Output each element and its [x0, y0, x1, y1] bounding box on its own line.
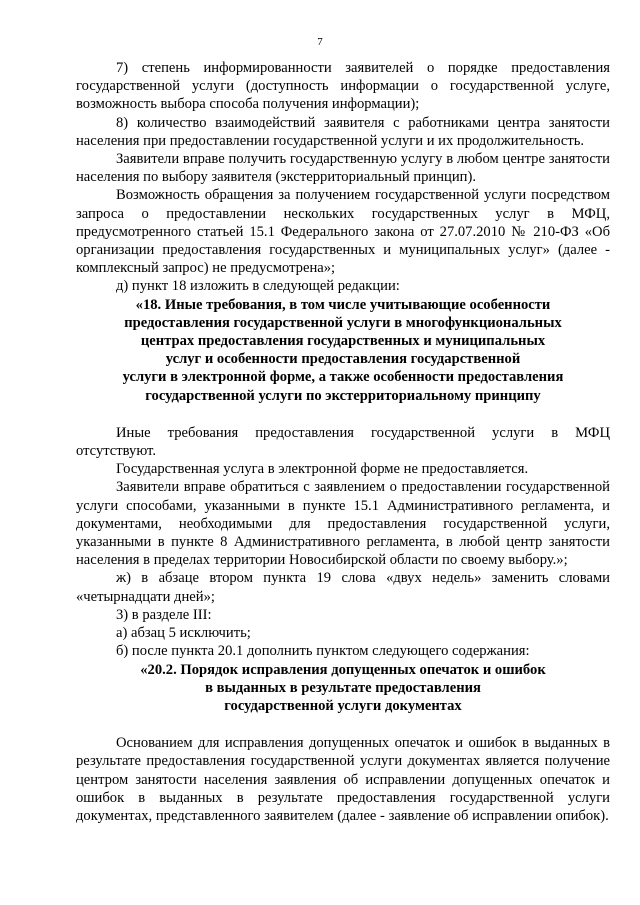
paragraph-applicants-right: Заявители вправе обратиться с заявлением о предоставлении государственной услуги способами, указанными в пункте 15.1 Административного регламента, и документами, необходимыми для предоставления государственной услуги, указанными в пункте 8 Административного регламента, в любой центр занятости населения в пределах территории Новосибирской области по своему выбору.»;: [76, 479, 610, 569]
spacer: [76, 715, 610, 734]
section-heading-20-2-line-2: в выданных в результате предоставления: [205, 679, 481, 696]
section-heading-18-line-1: «18. Иные требования, в том числе учитывающие особенности: [135, 296, 551, 313]
section-heading-20-2-line-3: государственной услуги документах: [224, 697, 462, 714]
paragraph-item-7: 7) степень информированности заявителей о порядке предоставления государственной услуги (доступность информации о государственной услуге, возможность выбора способа получения информации);: [76, 60, 610, 113]
paragraph-electronic-form: Государственная услуга в электронной форме не предоставляется.: [116, 461, 529, 478]
paragraph-amendment-b: б) после пункта 20.1 дополнить пунктом следующего содержания:: [116, 643, 530, 660]
section-heading-18-line-5: услуги в электронной форме, а также особенности предоставления: [122, 369, 564, 386]
paragraph-amendment-zh: ж) в абзаце втором пункта 19 слова «двух недель» заменить словами «четырнадцати дней»;: [76, 570, 610, 605]
paragraph-exterritorial: Заявители вправе получить государственную услугу в любом центре занятости населения по выбору заявителя (экстерриториальный принцип).: [76, 151, 610, 186]
spacer: [76, 405, 610, 424]
paragraph-mfc-requirements: Иные требования предоставления государственной услуги в МФЦ отсутствуют.: [76, 424, 610, 460]
section-heading-20-2-line-1: «20.2. Порядок исправления допущенных опечаток и ошибок: [140, 661, 546, 678]
paragraph-amendment-d: д) пункт 18 изложить в следующей редакции:: [116, 278, 400, 295]
paragraph-section-3: 3) в разделе III:: [116, 606, 212, 623]
paragraph-amendment-a: а) абзац 5 исключить;: [116, 625, 251, 642]
section-heading-18-line-4: услуг и особенности предоставления государственной: [165, 351, 521, 368]
section-heading-18-line-6: государственной услуги по экстерриториальному принципу: [145, 387, 541, 404]
section-heading-18-line-2: предоставления государственной услуги в многофункциональных: [124, 314, 562, 331]
paragraph-correction-basis: Основанием для исправления допущенных опечаток и ошибок в выданных в результате предоставления государственной услуги документах является получение центром занятости населения заявления об исправлении допущенных опечаток и ошибок в выданных в результате предоставления государственной услуги документах, представленного заявителем (далее - заявление об исправлении опибок).: [76, 735, 610, 824]
paragraph-item-8: 8) количество взаимодействий заявителя с работниками центра занятости населения при предоставлении государственной услуги и их продолжительность.: [76, 114, 610, 149]
page-number: 7: [317, 36, 323, 48]
document-body: [76, 59, 610, 825]
paragraph-complex-request: Возможность обращения за получением государственной услуги посредством запроса о предоставлении нескольких государственных услуг в МФЦ, предусмотренного статьей 15.1 Федерального закона от 27.07.2010 № 210-ФЗ «Об организации предоставления государственных и муниципальных услуг» (далее - комплексный запрос) не предусмотрена»;: [76, 187, 610, 277]
section-heading-18-line-3: центрах предоставления государственных и муниципальных: [140, 333, 546, 350]
